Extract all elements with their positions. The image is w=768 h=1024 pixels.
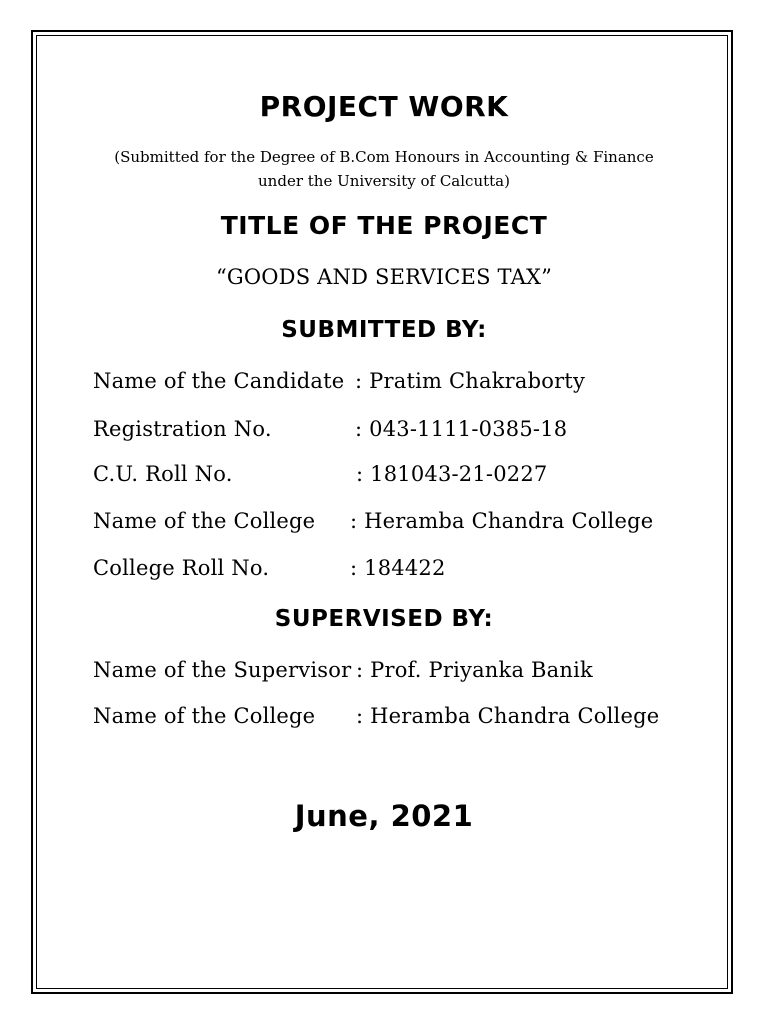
submission-date: June, 2021 bbox=[294, 799, 474, 833]
college-label: Name of the College bbox=[93, 509, 316, 533]
subtitle-line-1: (Submitted for the Degree of B.Com Honours in Accounting & Finance bbox=[114, 148, 654, 166]
candidate-name-label: Name of the Candidate bbox=[93, 369, 345, 393]
subtitle-line-2: under the University of Calcutta) bbox=[258, 172, 510, 190]
project-title: “GOODS AND SERVICES TAX” bbox=[215, 265, 553, 289]
registration-label: Registration No. bbox=[93, 417, 272, 441]
supervisor-name-value: : Prof. Priyanka Banik bbox=[356, 658, 593, 682]
college-value: : Heramba Chandra College bbox=[350, 509, 654, 533]
college-roll-label: College Roll No. bbox=[93, 556, 270, 580]
supervisor-college-value: : Heramba Chandra College bbox=[356, 704, 660, 728]
supervised-by-heading: SUPERVISED BY: bbox=[274, 606, 494, 632]
project-title-heading: TITLE OF THE PROJECT bbox=[220, 211, 548, 240]
college-roll-value: : 184422 bbox=[350, 556, 446, 580]
cu-roll-value: : 181043-21-0227 bbox=[356, 462, 548, 486]
cu-roll-label: C.U. Roll No. bbox=[93, 462, 233, 486]
candidate-name-value: : Pratim Chakraborty bbox=[355, 369, 586, 393]
supervisor-name-label: Name of the Supervisor bbox=[93, 658, 352, 682]
registration-value: : 043-1111-0385-18 bbox=[355, 417, 568, 441]
submitted-by-heading: SUBMITTED BY: bbox=[281, 317, 487, 343]
page-title: PROJECT WORK bbox=[259, 90, 509, 123]
supervisor-college-label: Name of the College bbox=[93, 704, 316, 728]
